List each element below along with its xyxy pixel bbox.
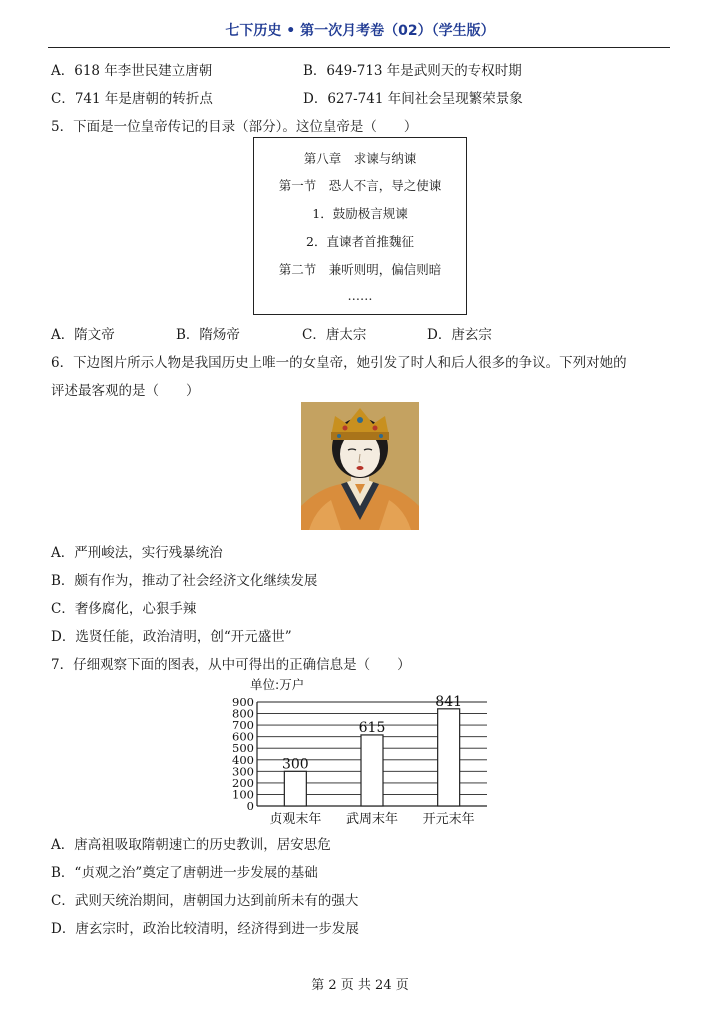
q4-option-d: D．627-741 年间社会呈现繁荣景象 — [303, 91, 523, 107]
q5-table-of-contents — [253, 137, 467, 315]
q6-stem-line2: 评述最客观的是（ ） — [51, 383, 200, 399]
q7-option-c: C．武则天统治期间，唐朝国力达到前所未有的强大 — [51, 893, 359, 909]
q5-option-b: B．隋炀帝 — [176, 327, 240, 343]
toc-ellipsis: …… — [347, 288, 373, 303]
q7-stem: 7．仔细观察下面的图表，从中可得出的正确信息是（ ） — [51, 657, 411, 673]
households-bar-chart — [222, 676, 500, 830]
y-tick-label: 200 — [232, 775, 254, 790]
y-tick-label: 600 — [232, 729, 254, 744]
toc-section-2: 第二节 兼听则明，偏信则暗 — [278, 262, 442, 277]
q6-option-c: C．奢侈腐化，心狠手辣 — [51, 601, 197, 617]
q7-option-b: B．“贞观之治”奠定了唐朝进一步发展的基础 — [51, 865, 318, 881]
q5-option-a: A．隋文帝 — [51, 327, 115, 343]
bar-开元末年 — [438, 709, 460, 806]
q5-option-c: C．唐太宗 — [302, 327, 367, 343]
y-tick-label: 800 — [232, 706, 254, 721]
x-tick-label: 武周末年 — [345, 812, 399, 827]
empress-wu-portrait — [301, 402, 419, 530]
y-tick-label: 100 — [232, 787, 254, 802]
q4-option-b: B．649-713 年是武则天的专权时期 — [303, 63, 522, 79]
y-tick-label: 700 — [232, 718, 254, 733]
toc-item-2: 2．直谏者首推魏征 — [306, 234, 414, 249]
bar-value-label: 300 — [281, 756, 309, 773]
page-number: 第 2 页 共 24 页 — [311, 978, 409, 993]
chart-title: 单位:万户 — [250, 677, 305, 692]
y-tick-label: 500 — [232, 741, 254, 756]
y-tick-label: 0 — [246, 799, 254, 813]
q5-stem: 5．下面是一位皇帝传记的目录（部分）。这位皇帝是（ ） — [51, 119, 418, 135]
x-tick-label: 贞观末年 — [269, 812, 322, 827]
toc-chapter: 第八章 求谏与纳谏 — [303, 151, 417, 166]
y-tick-label: 300 — [232, 764, 254, 779]
x-tick-label: 开元末年 — [422, 812, 475, 827]
toc-section-1: 第一节 恐人不言，导之使谏 — [278, 178, 442, 193]
q7-option-a: A．唐高祖吸取隋朝速亡的历史教训，居安思危 — [51, 837, 331, 853]
q4-option-c: C．741 年是唐朝的转折点 — [51, 91, 213, 107]
q6-stem-line1: 6．下边图片所示人物是我国历史上唯一的女皇帝，她引发了时人和后人很多的争议。下列对她的 — [51, 355, 627, 371]
q7-option-d: D．唐玄宗时，政治比较清明，经济得到进一步发展 — [51, 921, 359, 937]
toc-item-1: 1．鼓励极言规谏 — [312, 206, 408, 221]
bar-value-label: 841 — [435, 693, 463, 710]
y-tick-label: 900 — [232, 695, 254, 709]
page-header-title: 七下历史 • 第一次月考卷（02）（学生版） — [225, 23, 495, 39]
q4-option-a: A．618 年李世民建立唐朝 — [51, 63, 213, 79]
q6-option-b: B．颇有作为，推动了社会经济文化继续发展 — [51, 573, 318, 589]
bar-贞观末年 — [284, 771, 306, 806]
y-tick-label: 400 — [232, 752, 254, 767]
header-divider — [48, 47, 670, 48]
bar-value-label: 615 — [358, 719, 386, 736]
q6-option-d: D．选贤任能，政治清明，创“开元盛世” — [51, 629, 292, 645]
q6-option-a: A．严刑峻法，实行残暴统治 — [51, 545, 223, 561]
bar-武周末年 — [361, 735, 383, 806]
q5-option-d: D．唐玄宗 — [427, 327, 492, 343]
